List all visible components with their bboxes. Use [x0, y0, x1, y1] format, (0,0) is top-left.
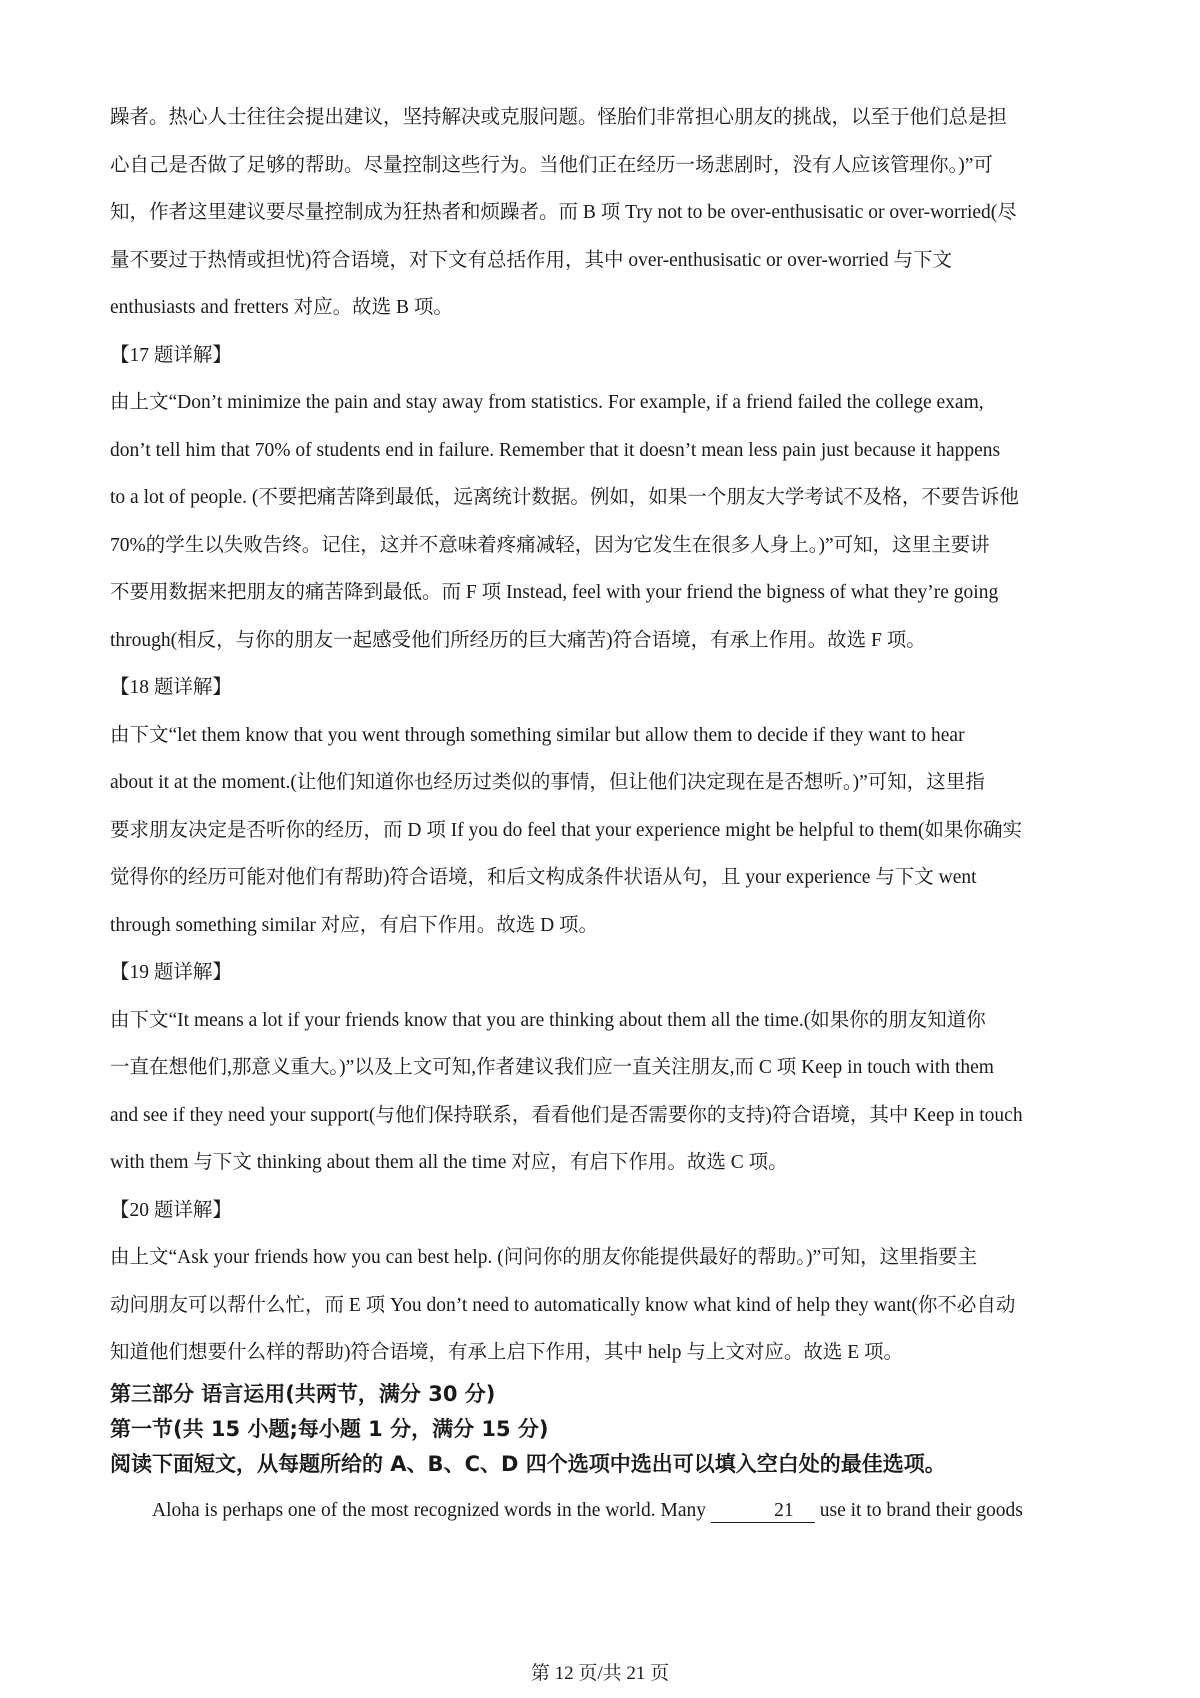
q19-explanation [110, 997, 1100, 1187]
text-line: 躁者。热心人士往往会提出建议，坚持解决或克服问题。怪胎们非常担心朋友的挑战，以至于他们总是担 [110, 107, 1008, 128]
passage-first-line [110, 1488, 1100, 1534]
document-body [110, 94, 1100, 1534]
section-sub-title: 第一节(共 15 小题;每小题 1 分，满分 15 分) [110, 1416, 549, 1441]
text-line: 70%的学生以失败告终。记住，这并不意味着疼痛减轻，因为它发生在很多人身上。)”可知，这里主要讲 [110, 534, 990, 556]
q17-explanation [110, 379, 1100, 664]
text-line: 一直在想他们,那意义重大。)”以及上文可知,作者建议我们应一直关注朋友,而 C 项 Keep in touch with them [110, 1057, 994, 1078]
text-line: with them 与下文 thinking about them all the time 对应，有启下作用。故选 C 项。 [110, 1152, 788, 1173]
section-part-title: 第三部分 语言运用(共两节，满分 30 分) [110, 1381, 496, 1406]
blank-21: 21 [711, 1500, 815, 1523]
section-instructions: 阅读下面短文，从每题所给的 A、B、C、D 四个选项中选出可以填入空白处的最佳选项。 [110, 1451, 946, 1476]
text-line: 由上文“Ask your friends how you can best help. (问问你的朋友你能提供最好的帮助。)”可知，这里指要主 [110, 1247, 978, 1268]
text-line: 动问朋友可以帮什么忙，而 E 项 You don’t need to automatically know what kind of help they want(你不必自动 [110, 1294, 1016, 1316]
text-line: and see if they need your support(与他们保持联系，看看他们是否需要你的支持)符合语境，其中 Keep in touch [110, 1104, 1023, 1126]
q18-explanation [110, 712, 1100, 950]
q17-heading: 【17 题详解】 [110, 344, 232, 366]
text-line: 要求朋友决定是否听你的经历，而 D 项 If you do feel that your experience might be helpful to them(如果你确实 [110, 819, 1023, 841]
text-line: through(相反，与你的朋友一起感受他们所经历的巨大痛苦)符合语境，有承上作用。故选 F 项。 [110, 629, 926, 651]
q20-heading: 【20 题详解】 [110, 1199, 232, 1221]
text-line: 由下文“It means a lot if your friends know that you are thinking about them all the time.(如果你的朋友知道你 [110, 1009, 986, 1031]
text-line: about it at the moment.(让他们知道你也经历过类似的事情，但让他们决定现在是否想听。)”可知，这里指 [110, 772, 985, 793]
text-line: enthusiasts and fretters 对应。故选 B 项。 [110, 297, 453, 318]
q19-heading: 【19 题详解】 [110, 962, 232, 983]
passage-text: use it to brand their goods [814, 1499, 1023, 1521]
text-line: through something similar 对应，有启下作用。故选 D 项。 [110, 914, 599, 936]
text-line: 知，作者这里建议要尽量控制成为狂热者和烦躁者。而 B 项 Try not to be over-enthusisatic or over-worried(尽 [110, 202, 1017, 223]
q16-explanation [110, 94, 1100, 332]
page-number: 第 12 页/共 21 页 [530, 1663, 670, 1684]
text-line: 知道他们想要什么样的帮助)符合语境，有承上启下作用，其中 help 与上文对应。故选 E 项。 [110, 1342, 903, 1363]
passage-text: Aloha is perhaps one of the most recognized words in the world. Many [152, 1499, 711, 1521]
text-line: to a lot of people. (不要把痛苦降到最低，远离统计数据。例如，如果一个朋友大学考试不及格，不要告诉他 [110, 487, 1019, 508]
text-line: don’t tell him that 70% of students end in failure. Remember that it doesn’t mean less pain just because it happens [110, 439, 1001, 461]
text-line: 心自己是否做了足够的帮助。尽量控制这些行为。当他们正在经历一场悲剧时，没有人应该管理你。)”可 [110, 154, 993, 176]
q20-explanation [110, 1234, 1100, 1377]
text-line: 不要用数据来把朋友的痛苦降到最低。而 F 项 Instead, feel with your friend the bigness of what they’re going [110, 582, 999, 603]
q18-heading: 【18 题详解】 [110, 677, 232, 698]
text-line: 量不要过于热情或担忧)符合语境，对下文有总括作用，其中 over-enthusisatic or over-worried 与下文 [110, 249, 952, 271]
text-line: 觉得你的经历可能对他们有帮助)符合语境，和后文构成条件状语从句，且 your experience 与下文 went [110, 867, 977, 888]
text-line: 由下文“let them know that you went through something similar but allow them to decide if they want to hear [110, 724, 965, 746]
text-line: 由上文“Don’t minimize the pain and stay away from statistics. For example, if a friend failed the college exam, [110, 392, 984, 413]
